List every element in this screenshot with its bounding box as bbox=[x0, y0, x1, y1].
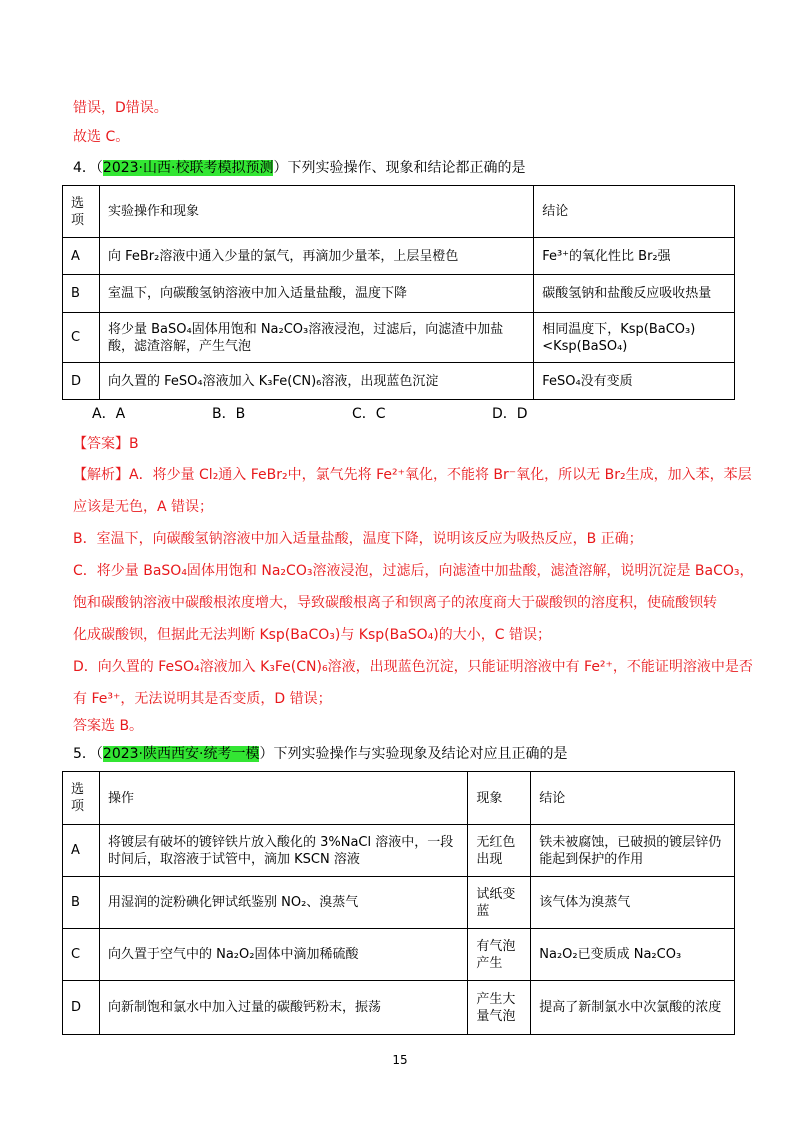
q5-table bbox=[62, 771, 735, 1035]
operation-cell: 向新制饱和氯水中加入过量的碳酸钙粉末，振荡 bbox=[99, 981, 467, 1035]
q5-stem bbox=[73, 744, 567, 764]
q4-source-tag: 2023·山西·校联考模拟预测 bbox=[102, 160, 274, 176]
answer-option: A．A bbox=[92, 406, 126, 422]
analysis-line: 有 Fe³⁺，无法说明其是否变质，D 错误； bbox=[73, 691, 332, 707]
phenomenon-cell: 有气泡产生 bbox=[468, 929, 531, 981]
operation-cell: 室温下，向碳酸氢钠溶液中加入适量盐酸，温度下降 bbox=[99, 275, 533, 313]
answer-option: D．D bbox=[492, 406, 528, 422]
operation-cell: 将镀层有破坏的镀锌铁片放入酸化的 3%NaCl 溶液中，一段时间后，取溶液于试管中，滴加 KSCN 溶液 bbox=[99, 825, 467, 877]
intro-line-1: 错误，D错误。 bbox=[73, 100, 168, 116]
table-row bbox=[63, 275, 735, 313]
q4-table bbox=[62, 185, 735, 400]
intro-line-2: 故选 C。 bbox=[73, 129, 130, 145]
option-cell: A bbox=[63, 825, 100, 877]
table-row bbox=[63, 929, 735, 981]
q4-stem-text: ）下列实验操作、现象和结论都正确的是 bbox=[273, 160, 526, 176]
q5-stem-text: ）下列实验操作与实验现象及结论对应且正确的是 bbox=[259, 746, 568, 762]
phenomenon-cell: 试纸变蓝 bbox=[468, 877, 531, 929]
conclusion-cell: Fe³⁺的氧化性比 Br₂强 bbox=[534, 238, 735, 275]
q4-number: 4．（ bbox=[73, 160, 103, 176]
analysis-line: C．将少量 BaSO₄固体用饱和 Na₂CO₃溶液浸泡，过滤后，向滤渣中加盐酸，滤渣溶解，说明沉淀是 BaCO₃， bbox=[73, 563, 754, 579]
table-row bbox=[63, 313, 735, 363]
conclusion-cell: 铁未被腐蚀，已破损的镀层锌仍能起到保护的作用 bbox=[531, 825, 735, 877]
table-row bbox=[63, 363, 735, 400]
table-header-row bbox=[63, 772, 735, 825]
analysis-line: 化成碳酸钡，但据此无法判断 Ksp(BaCO₃)与 Ksp(BaSO₄)的大小，C 错误； bbox=[73, 627, 551, 643]
analysis-line: D．向久置的 FeSO₄溶液加入 K₃Fe(CN)₆溶液，出现蓝色沉淀，只能证明溶液中有 Fe²⁺，不能证明溶液中是否 bbox=[73, 659, 753, 675]
q4-stem bbox=[73, 158, 525, 178]
option-cell: A bbox=[63, 238, 100, 275]
q4-answer-options bbox=[0, 403, 800, 423]
option-cell: D bbox=[63, 981, 100, 1035]
operation-cell: 向久置于空气中的 Na₂O₂固体中滴加稀硫酸 bbox=[99, 929, 467, 981]
conclusion-cell: FeSO₄没有变质 bbox=[534, 363, 735, 400]
analysis-line: B．室温下，向碳酸氢钠溶液中加入适量盐酸，温度下降，说明该反应为吸热反应，B 正确； bbox=[73, 531, 643, 547]
conclusion-cell: 相同温度下，Ksp(BaCO₃)<Ksp(BaSO₄) bbox=[534, 313, 735, 363]
conclusion-cell: 碳酸氢钠和盐酸反应吸收热量 bbox=[534, 275, 735, 313]
table-header-cell: 操作 bbox=[99, 772, 467, 825]
conclusion-cell: 该气体为溴蒸气 bbox=[531, 877, 735, 929]
conclusion-cell: 提高了新制氯水中次氯酸的浓度 bbox=[531, 981, 735, 1035]
answer-label: 【答案】B bbox=[73, 436, 139, 452]
phenomenon-cell: 无红色出现 bbox=[468, 825, 531, 877]
table-row bbox=[63, 238, 735, 275]
table-header-cell: 结论 bbox=[534, 186, 735, 238]
operation-cell: 用湿润的淀粉碘化钾试纸鉴别 NO₂、溴蒸气 bbox=[99, 877, 467, 929]
table-header-cell: 实验操作和现象 bbox=[99, 186, 533, 238]
q5-source-tag: 2023·陕西西安·统考一模 bbox=[102, 746, 260, 762]
analysis-line: 【解析】A．将少量 Cl₂通入 FeBr₂中，氯气先将 Fe²⁺氧化，不能将 Br⁻氧化，所以无 Br₂生成，加入苯，苯层 bbox=[73, 467, 752, 483]
table-row bbox=[63, 825, 735, 877]
table-header-row bbox=[63, 186, 735, 238]
table-row bbox=[63, 877, 735, 929]
analysis-line: 答案选 B。 bbox=[73, 718, 144, 734]
table-header-cell: 现象 bbox=[468, 772, 531, 825]
option-cell: C bbox=[63, 313, 100, 363]
operation-cell: 将少量 BaSO₄固体用饱和 Na₂CO₃溶液浸泡，过滤后，向滤渣中加盐酸，滤渣溶解，产生气泡 bbox=[99, 313, 533, 363]
answer-option: C．C bbox=[352, 406, 386, 422]
q5-number: 5．（ bbox=[73, 746, 103, 762]
analysis-line: 应该是无色，A 错误； bbox=[73, 499, 214, 515]
option-cell: C bbox=[63, 929, 100, 981]
conclusion-cell: Na₂O₂已变质成 Na₂CO₃ bbox=[531, 929, 735, 981]
phenomenon-cell: 产生大量气泡 bbox=[468, 981, 531, 1035]
option-cell: B bbox=[63, 877, 100, 929]
analysis-line: 饱和碳酸钠溶液中碳酸根浓度增大，导致碳酸根离子和钡离子的浓度商大于碳酸钡的溶度积，使硫酸钡转 bbox=[73, 595, 717, 611]
operation-cell: 向久置的 FeSO₄溶液加入 K₃Fe(CN)₆溶液，出现蓝色沉淀 bbox=[99, 363, 533, 400]
table-header-cell: 选项 bbox=[63, 772, 100, 825]
answer-option: B．B bbox=[212, 406, 246, 422]
option-cell: D bbox=[63, 363, 100, 400]
table-row bbox=[63, 981, 735, 1035]
table-header-cell: 结论 bbox=[531, 772, 735, 825]
operation-cell: 向 FeBr₂溶液中通入少量的氯气，再滴加少量苯，上层呈橙色 bbox=[99, 238, 533, 275]
page-number: 15 bbox=[392, 1053, 408, 1067]
option-cell: B bbox=[63, 275, 100, 313]
table-header-cell: 选项 bbox=[63, 186, 100, 238]
